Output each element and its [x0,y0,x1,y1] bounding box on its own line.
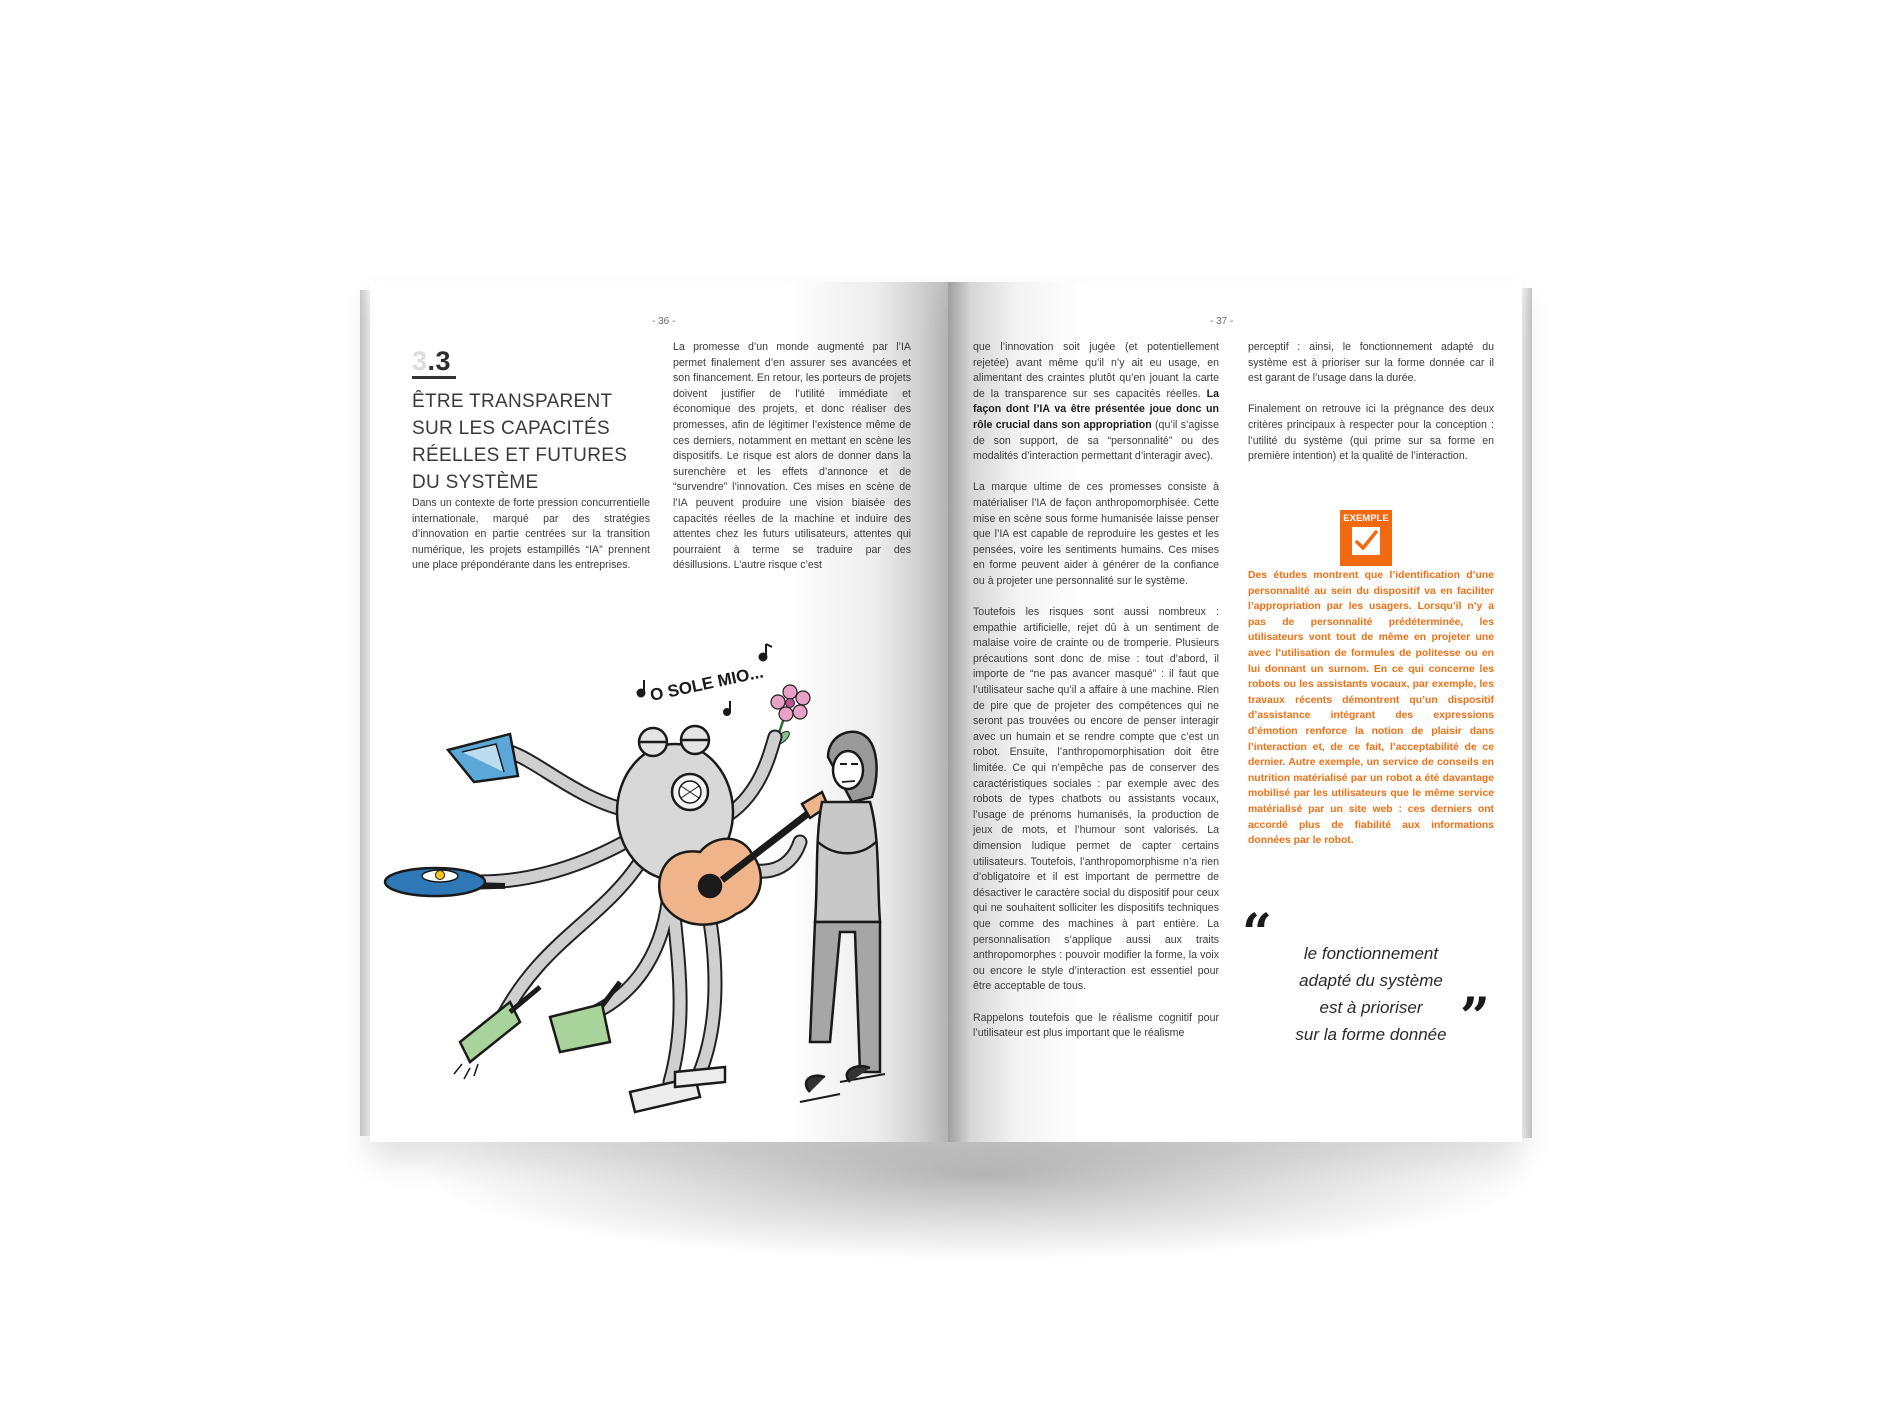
iron-icon [448,734,518,782]
page-number-36: - 36 - [652,316,676,327]
intro-paragraph: Dans un contexte de forte pression concurrentielle internationale, marqué par des stratégies d’innovation en partie centrées sur la transition numérique, les projets estampillés “IA” prennent une place prépondérante dans les entreprises. [412,497,650,572]
woman-figure [800,732,885,1102]
checkbox-icon [1352,527,1380,555]
section-title: ÊTRE TRANSPARENT SUR LES CAPACITÉS RÉELLES ET FUTURES DU SYSTÈME [412,391,628,493]
right-column-1 [973,340,1219,1057]
quote-line-1: le fonctionnement [1303,944,1439,963]
brush-icon [454,987,540,1079]
section-number-rest: .3 [427,346,452,376]
section-number-ghost: 3 [412,346,428,376]
col1-paragraph-4: Rappelons toutefois que le réalisme cognitif pour l’utilisateur est plus important que le réalisme [973,1011,1219,1040]
page-number-37: - 37 - [1210,316,1234,327]
quote-line-2: adapté du système [1299,971,1443,990]
book-edge-left [360,290,370,1136]
right-page [948,282,1522,1142]
col1-p1-bold: La façon dont l’IA va être présentée joue donc un rôle crucial dans son appropriation [973,387,1219,431]
robot-illustration [370,282,948,1142]
col1-paragraph-1 [973,340,1219,465]
pull-quote [1242,903,1494,1048]
col1-p1-start: que l’innovation soit jugée (et potentiellement rejetée) avant même qu’il n’y ait eu usage, en alimentant des craintes plutôt qu’en jouant la carte de la transparence sur ses capacités réelles. [973,341,1219,400]
quote-line-4: sur la forme donnée [1295,1025,1447,1044]
dustpan-icon [550,982,620,1052]
col1-paragraph-2: La marque ultime de ces promesses consiste à matérialiser l’IA de façon anthropomorphisée. Cette mise en scène sous forme humanisée laisse penser que l’IA est capable de reproduire les gestes et les pensées, voire les sentiments humains. Ces mises en forme peuvent aider à générer de la confiance ou à projeter une personnalité sur le système. [973,481,1219,587]
example-label: EXEMPLE [1343,513,1389,524]
quote-line-3: est à prioriser [1319,998,1423,1017]
example-badge [1340,510,1392,566]
left-page [370,282,948,1142]
quote-open-mark: “ [1242,903,1272,964]
column-2-paragraph: La promesse d’un monde augmenté par l’IA permet finalement d’en assurer ses avancées et son financement. En retour, les porteurs de projets doivent justifier de l’utilité immédiate et économique des projets, et donc réaliser des promesses, afin de légitimer l’existence même de ces derniers, notamment en mettant en scène les dispositifs. Le risque est alors de donner dans la surenchère et les effets d’annonce et de “survendre” l’innovation. Ces mises en scène de l’IA peuvent produire une vision biaisée des capacités réelles de la machine et induire des attentes chez les futurs utilisateurs, attentes qui pourraient à terme se traduire par des désillusions. L’autre risque c’est [673,341,911,572]
col2-paragraph-1: perceptif : ainsi, le fonctionnement adapté du système est à prioriser sur la forme donnée car il est garant de l’usage dans la durée. [1248,341,1494,385]
example-text: Des études montrent que l’identification d’une personnalité au sein du dispositif va en faciliter l’appropriation par les usagers. Lorsqu’il n’y a pas de personnalité prédéterminée, les utilisateurs vont tout de même en projeter une avec l’utilisation de formules de politesse ou en lui donnant un surnom. En ce qui concerne les robots ou les assistants vocaux, par exemple, les travaux récents démontrent qu’un dispositif d’assistance intégrant des expressions d’émotion renforce la notion de plaisir dans l’interaction et, de ce fait, l’acceptabilité de ce dernier. Autre exemple, un service de conseils en nutrition matérialisé par un robot a été davantage mobilisé par les utilisateurs que le même service matérialisé par un site web : ces derniers ont accordé plus de fiabilité aux informations données par le robot. [1248,570,1494,847]
col1-p1-end: (qu’il s’agisse de son support, de sa “personnalité” ou des modalités d’interaction permettant d’interagir avec). [973,418,1219,463]
book-edge-right [1522,288,1532,1138]
col1-paragraph-3: Toutefois les risques sont aussi nombreux : empathie artificielle, rejet dû à un sentiment de malaise voire de crainte ou de tromperie. Plusieurs précautions sont donc de mise : tout d’abord, il importe de “ne pas avancer masqué” : il faut que l’utilisateur sache qu’il a affaire à une machine. Rien de pire que de projeter des compétences qui ne seront pas trouvées ou encore de penser interagir avec un humain et se rendre compte que c’est un robot. Ensuite, l’anthropomorphisation doit être limitée. Ce qui n’empêche pas de conserver des caractéristiques sociales : par exemple avec des robots de types chatbots ou assistants vocaux, l’usage de prénoms humanisés, la production de jeux de mots, et l’humour sont valorisés. La dimension ludique permet de capter certains utilisateurs. Toutefois, l’anthropomorphisme n’a rien d’obligatoire et il est important de permettre de désactiver le caractère social du dispositif pour ceux qui ne souhaitent solliciter les dispositifs techniques que comme des machines à part entière. La personnalisation s’applique aussi aux traits anthropomorphes : pouvoir modifier la forme, la voix ou encore le style d’interaction est essentiel pour être acceptable de tous. [973,606,1219,993]
quote-close-mark: ” [1460,987,1490,1048]
col2-paragraph-2: Finalement on retrouve ici la prégnance des deux critères principaux à respecter pour la conception : l’utilité du système (qui prime sur sa forme en première intention) et la qualité de l’interaction. [1248,403,1494,463]
illustration-caption: O SOLE MIO... [648,662,766,705]
right-column-2 [1248,340,1494,480]
